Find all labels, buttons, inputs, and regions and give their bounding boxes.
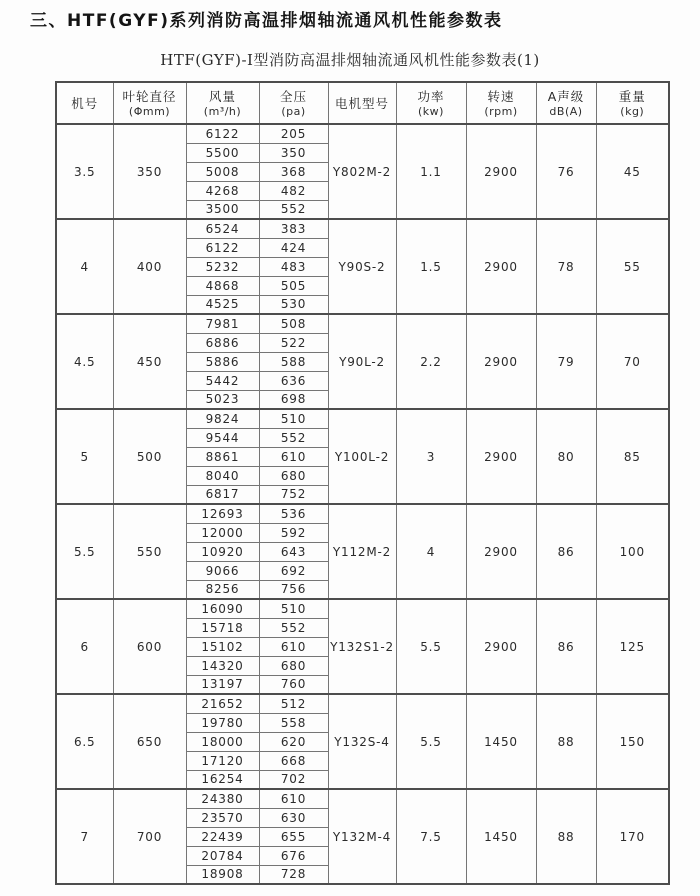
total-pressure-cell: 676: [259, 846, 328, 865]
total-pressure-cell: 698: [259, 390, 328, 409]
total-pressure-cell: 620: [259, 732, 328, 751]
air-flow-cell: 23570: [186, 808, 259, 827]
header-cell-speed: [466, 82, 536, 124]
air-flow-cell: 16090: [186, 599, 259, 618]
total-pressure-cell: 668: [259, 751, 328, 770]
motor-model-cell: Y132S-4: [328, 694, 396, 789]
weight-cell: 100: [596, 504, 669, 599]
fan-group-row: [56, 409, 669, 428]
total-pressure-cell: 552: [259, 618, 328, 637]
header-cell-total-pressure: [259, 82, 328, 124]
noise-cell: 86: [536, 504, 596, 599]
total-pressure-cell: 630: [259, 808, 328, 827]
page-title: 三、HTF(GYF)系列消防高温排烟轴流通风机性能参数表: [30, 11, 503, 31]
air-flow-cell: 5442: [186, 371, 259, 390]
air-flow-cell: 15102: [186, 637, 259, 656]
air-flow-cell: 9544: [186, 428, 259, 447]
total-pressure-cell: 522: [259, 333, 328, 352]
air-flow-cell: 4268: [186, 181, 259, 200]
air-flow-cell: 12000: [186, 523, 259, 542]
air-flow-cell: 9824: [186, 409, 259, 428]
impeller-diameter-cell: 700: [113, 789, 186, 884]
model-no-cell: 7: [56, 789, 113, 884]
impeller-diameter-cell: 450: [113, 314, 186, 409]
total-pressure-cell: 552: [259, 428, 328, 447]
total-pressure-cell: 702: [259, 770, 328, 789]
air-flow-cell: 8256: [186, 580, 259, 599]
total-pressure-cell: 512: [259, 694, 328, 713]
table-header-row: [56, 82, 669, 124]
power-cell: 3: [396, 409, 466, 504]
speed-cell: 2900: [466, 599, 536, 694]
header-sub-label: (Φmm): [128, 104, 171, 118]
speed-cell: 1450: [466, 789, 536, 884]
header-label: 叶轮直径: [122, 88, 177, 104]
model-no-cell: 6: [56, 599, 113, 694]
power-cell: 5.5: [396, 599, 466, 694]
total-pressure-cell: 680: [259, 466, 328, 485]
noise-cell: 80: [536, 409, 596, 504]
model-no-cell: 5.5: [56, 504, 113, 599]
air-flow-cell: 19780: [186, 713, 259, 732]
air-flow-cell: 21652: [186, 694, 259, 713]
air-flow-cell: 7981: [186, 314, 259, 333]
noise-cell: 86: [536, 599, 596, 694]
header-cell-model-no: [56, 82, 113, 124]
air-flow-cell: 18908: [186, 865, 259, 884]
impeller-diameter-cell: 500: [113, 409, 186, 504]
air-flow-cell: 10920: [186, 542, 259, 561]
header-sub-label: (rpm): [484, 104, 518, 118]
weight-cell: 125: [596, 599, 669, 694]
air-flow-cell: 3500: [186, 200, 259, 219]
air-flow-cell: 8861: [186, 447, 259, 466]
impeller-diameter-cell: 650: [113, 694, 186, 789]
fan-group-row: [56, 219, 669, 238]
air-flow-cell: 24380: [186, 789, 259, 808]
air-flow-cell: 14320: [186, 656, 259, 675]
air-flow-cell: 18000: [186, 732, 259, 751]
noise-cell: 76: [536, 124, 596, 219]
header-label: 机号: [71, 95, 99, 111]
air-flow-cell: 22439: [186, 827, 259, 846]
total-pressure-cell: 424: [259, 238, 328, 257]
speed-cell: 2900: [466, 504, 536, 599]
air-flow-cell: 4868: [186, 276, 259, 295]
header-cell-noise-level: [536, 82, 596, 124]
air-flow-cell: 20784: [186, 846, 259, 865]
air-flow-cell: 8040: [186, 466, 259, 485]
header-sub-label: dB(A): [549, 104, 583, 118]
speed-cell: 2900: [466, 124, 536, 219]
model-no-cell: 5: [56, 409, 113, 504]
fan-group-row: [56, 789, 669, 808]
noise-cell: 79: [536, 314, 596, 409]
total-pressure-cell: 643: [259, 542, 328, 561]
speed-cell: 2900: [466, 409, 536, 504]
weight-cell: 45: [596, 124, 669, 219]
weight-cell: 85: [596, 409, 669, 504]
table-header: [56, 82, 669, 124]
total-pressure-cell: 655: [259, 827, 328, 846]
air-flow-cell: 5023: [186, 390, 259, 409]
header-sub-label: (kg): [620, 104, 645, 118]
total-pressure-cell: 510: [259, 409, 328, 428]
weight-cell: 55: [596, 219, 669, 314]
header-sub-label: (kw): [418, 104, 444, 118]
model-no-cell: 6.5: [56, 694, 113, 789]
air-flow-cell: 15718: [186, 618, 259, 637]
total-pressure-cell: 610: [259, 447, 328, 466]
noise-cell: 78: [536, 219, 596, 314]
header-cell-weight: [596, 82, 669, 124]
header-cell-power: [396, 82, 466, 124]
total-pressure-cell: 552: [259, 200, 328, 219]
air-flow-cell: 5008: [186, 162, 259, 181]
header-sub-label: (pa): [281, 104, 306, 118]
fan-group-row: [56, 504, 669, 523]
impeller-diameter-cell: 400: [113, 219, 186, 314]
power-cell: 7.5: [396, 789, 466, 884]
total-pressure-cell: 692: [259, 561, 328, 580]
total-pressure-cell: 510: [259, 599, 328, 618]
air-flow-cell: 6886: [186, 333, 259, 352]
air-flow-cell: 12693: [186, 504, 259, 523]
total-pressure-cell: 636: [259, 371, 328, 390]
motor-model-cell: Y90L-2: [328, 314, 396, 409]
total-pressure-cell: 756: [259, 580, 328, 599]
air-flow-cell: 9066: [186, 561, 259, 580]
motor-model-cell: Y802M-2: [328, 124, 396, 219]
total-pressure-cell: 350: [259, 143, 328, 162]
power-cell: 4: [396, 504, 466, 599]
total-pressure-cell: 508: [259, 314, 328, 333]
header-label: 重量: [618, 88, 646, 104]
header-label: 转速: [487, 88, 515, 104]
air-flow-cell: 13197: [186, 675, 259, 694]
power-cell: 2.2: [396, 314, 466, 409]
header-label: 电机型号: [334, 95, 389, 111]
noise-cell: 88: [536, 694, 596, 789]
total-pressure-cell: 680: [259, 656, 328, 675]
air-flow-cell: 6122: [186, 124, 259, 143]
power-cell: 1.1: [396, 124, 466, 219]
total-pressure-cell: 383: [259, 219, 328, 238]
motor-model-cell: Y132M-4: [328, 789, 396, 884]
total-pressure-cell: 728: [259, 865, 328, 884]
fan-group-row: [56, 124, 669, 143]
air-flow-cell: 6817: [186, 485, 259, 504]
motor-model-cell: Y90S-2: [328, 219, 396, 314]
air-flow-cell: 5886: [186, 352, 259, 371]
table-subtitle: HTF(GYF)-I型消防高温排烟轴流通风机性能参数表(1): [160, 51, 540, 69]
speed-cell: 2900: [466, 219, 536, 314]
total-pressure-cell: 610: [259, 637, 328, 656]
air-flow-cell: 17120: [186, 751, 259, 770]
air-flow-cell: 6122: [186, 238, 259, 257]
total-pressure-cell: 205: [259, 124, 328, 143]
total-pressure-cell: 752: [259, 485, 328, 504]
fan-group-row: [56, 694, 669, 713]
table-body: [56, 124, 669, 884]
model-no-cell: 4.5: [56, 314, 113, 409]
air-flow-cell: 4525: [186, 295, 259, 314]
model-no-cell: 3.5: [56, 124, 113, 219]
air-flow-cell: 6524: [186, 219, 259, 238]
fan-group-row: [56, 599, 669, 618]
total-pressure-cell: 760: [259, 675, 328, 694]
noise-cell: 88: [536, 789, 596, 884]
total-pressure-cell: 505: [259, 276, 328, 295]
header-label: 风量: [208, 88, 236, 104]
total-pressure-cell: 592: [259, 523, 328, 542]
total-pressure-cell: 483: [259, 257, 328, 276]
total-pressure-cell: 558: [259, 713, 328, 732]
air-flow-cell: 5500: [186, 143, 259, 162]
power-cell: 1.5: [396, 219, 466, 314]
total-pressure-cell: 610: [259, 789, 328, 808]
speed-cell: 2900: [466, 314, 536, 409]
total-pressure-cell: 588: [259, 352, 328, 371]
total-pressure-cell: 482: [259, 181, 328, 200]
speed-cell: 1450: [466, 694, 536, 789]
header-label: A声级: [547, 88, 585, 104]
total-pressure-cell: 368: [259, 162, 328, 181]
header-cell-impeller-diameter: [113, 82, 186, 124]
header-label: 功率: [417, 88, 445, 104]
document-page: [0, 9, 700, 896]
total-pressure-cell: 536: [259, 504, 328, 523]
power-cell: 5.5: [396, 694, 466, 789]
air-flow-cell: 5232: [186, 257, 259, 276]
total-pressure-cell: 530: [259, 295, 328, 314]
fan-performance-table: [55, 81, 670, 885]
weight-cell: 170: [596, 789, 669, 884]
header-label: 全压: [279, 88, 307, 104]
air-flow-cell: 16254: [186, 770, 259, 789]
motor-model-cell: Y100L-2: [328, 409, 396, 504]
header-cell-motor-model: [328, 82, 396, 124]
header-sub-label: (m³/h): [203, 104, 242, 118]
fan-group-row: [56, 314, 669, 333]
motor-model-cell: Y132S1-2: [328, 599, 396, 694]
impeller-diameter-cell: 350: [113, 124, 186, 219]
weight-cell: 150: [596, 694, 669, 789]
motor-model-cell: Y112M-2: [328, 504, 396, 599]
weight-cell: 70: [596, 314, 669, 409]
model-no-cell: 4: [56, 219, 113, 314]
impeller-diameter-cell: 600: [113, 599, 186, 694]
header-cell-air-flow: [186, 82, 259, 124]
impeller-diameter-cell: 550: [113, 504, 186, 599]
